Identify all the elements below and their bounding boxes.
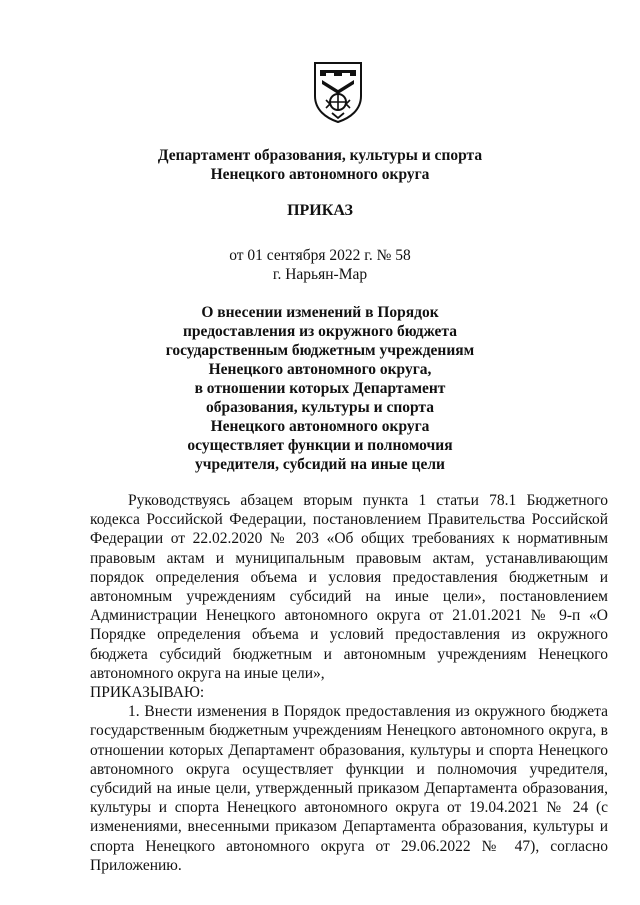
coat-of-arms-emblem xyxy=(312,60,364,124)
department-line: Департамент образования, культуры и спорта xyxy=(157,147,483,164)
document-type-title: ПРИКАЗ xyxy=(287,202,353,219)
order-item-1: 1. Внести изменения в Порядок предоставления из окружного бюджета государственным бюджетным учреждениям Ненецкого автономного округа, в отношении которых Департамент образования, культуры и спорта Ненецкого автономного округа осуществляет функции и полномочия учредителя, субсидий на иные цели, утвержденный приказом Департамента образования, культуры и спорта Ненецкого автономного округа от 19.04.2021 № 24 (с изменениями, внесенными приказом Департамента образования, культуры и спорта Ненецкого автономного округа от 29.06.2022 № 47), согласно Приложению. xyxy=(90,703,608,874)
department-line: Ненецкого автономного округа xyxy=(210,166,430,183)
order-subject xyxy=(60,303,580,474)
order-word: ПРИКАЗЫВАЮ: xyxy=(90,684,205,702)
department-heading xyxy=(60,146,580,184)
subject-line: предоставления из окружного бюджета xyxy=(182,323,457,340)
subject-line: Ненецкого автономного округа xyxy=(210,418,430,435)
place: г. Нарьян-Мар xyxy=(272,266,368,283)
subject-line: О внесении изменений в Порядок xyxy=(201,304,439,321)
subject-line: Ненецкого автономного округа, xyxy=(208,361,432,378)
preamble-paragraph: Руководствуясь абзацем вторым пункта 1 статьи 78.1 Бюджетного кодекса Российской Федерации, постановлением Правительства Российской Федерации от 22.02.2020 № 203 «Об общих требованиях к нормативным правовым актам и муниципальным правовым актам, устанавливающим порядок определения объема и условия предоставления бюджетным и автономным учреждениям субсидий на иные цели», постановлением Администрации Ненецкого автономного округа от 21.01.2021 № 9-п «О Порядке определения объема и условий предоставления из окружного бюджета субсидий бюджетным и автономным учреждениям Ненецкого автономного округа на иные цели», xyxy=(90,492,608,682)
subject-line: в отношении которых Департамент xyxy=(194,380,446,397)
order-body xyxy=(90,491,608,875)
date-place-block xyxy=(60,246,580,284)
subject-line: осуществляет функции и полномочия xyxy=(187,437,453,454)
subject-line: учредителя, субсидий на иные цели xyxy=(195,456,445,473)
subject-line: образования, культуры и спорта xyxy=(206,399,434,416)
date-number: от 01 сентября 2022 г. № 58 xyxy=(229,247,411,264)
subject-line: государственным бюджетным учреждениям xyxy=(165,342,475,359)
